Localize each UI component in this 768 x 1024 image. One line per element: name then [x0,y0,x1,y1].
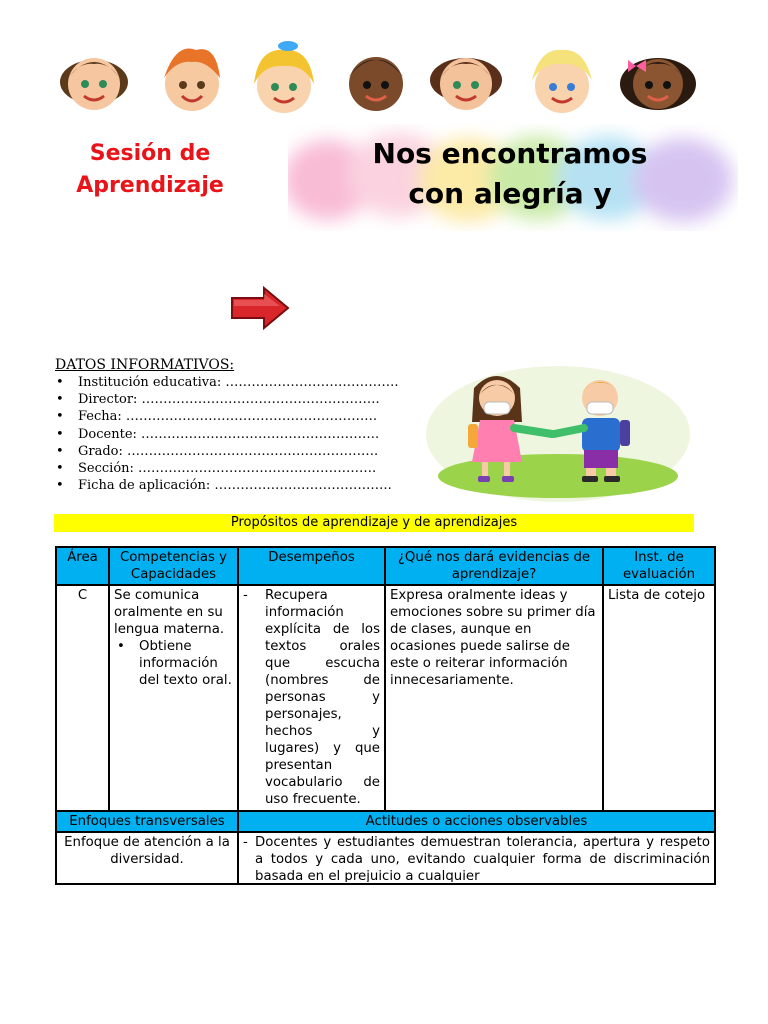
datos-item-grado: • Grado: …………………………………………………. [78,443,435,460]
datos-item-seccion: • Sección: ………………………………………………. [78,460,435,477]
datos-item-docente: • Docente: ………………………………………………. [78,426,435,443]
cell-area: C [56,585,109,811]
actitud-text: Docentes y estudiantes demuestran tolerancia, apertura y respeto a todos y cada uno, evitando cualquier forma de discriminación basada en el prejuicio a cualquier [255,835,710,882]
header-actitudes: Actitudes o acciones observables [238,811,715,832]
datos-informativos [55,357,435,494]
child-face-4 [348,57,404,111]
arrow-right-icon [228,284,292,332]
capacidad-text: Obtiene información del texto oral. [139,639,232,688]
children-faces-header [50,40,720,120]
propositos-title: Propósitos de aprendizaje y de aprendizajes [54,514,694,532]
header-instrumento: Inst. de evaluación [603,547,715,585]
banner-title [300,134,720,214]
header-enfoques: Enfoques transversales [56,811,238,832]
cell-enfoque: Enfoque de atención a la diversidad. [56,832,238,884]
kids-masks-illustration [424,358,692,504]
actitud-item [243,834,710,882]
capacidad-item [114,638,233,689]
dash-marker: - [243,588,248,603]
banner-title-line1: Nos encontramos [372,137,648,170]
dash-marker: - [243,835,248,850]
desempeno-text: Recupera información explícita de los textos orales que escucha (nombres de personas y personajes, hechos y lugares) y que presentan vocabulario de uso frecuente. [265,588,380,807]
datos-item-institucion: • Institución educativa: …………………………………. [78,374,435,391]
desempeno-item [243,587,380,808]
cell-actitud [238,832,715,884]
header-evidencias: ¿Qué nos dará evidencias de aprendizaje? [385,547,603,585]
header-competencias: Competencias y Capacidades [109,547,238,585]
child-face-6 [532,50,592,113]
header-desempenos: Desempeños [238,547,385,585]
cell-competencia [109,585,238,811]
datos-item-fecha: • Fecha: …………………………………………………. [78,408,435,425]
datos-heading: DATOS INFORMATIVOS: [55,357,235,373]
table-row [56,832,715,884]
header-area: Área [56,547,109,585]
competencia-text: Se comunica oralmente en su lengua materna. [114,588,225,637]
table-header-row [56,547,715,585]
session-title [40,138,260,202]
enfoques-header-row [56,811,715,832]
cell-instrumento: Lista de cotejo [603,585,715,811]
cell-evidencia: Expresa oralmente ideas y emociones sobre su primer día de clases, aunque en ocasiones puede salirse de este o reiterar información innecesariamente. [385,585,603,811]
session-title-line1: Sesión de [89,141,211,166]
banner-title-line2: con alegría y [408,177,612,210]
bullet-icon: • [117,639,125,654]
child-face-3 [254,41,314,113]
child-face-2 [164,49,220,111]
datos-item-ficha: • Ficha de aplicación: ………………………………….. [78,477,435,494]
planning-table [55,546,716,885]
session-title-line2: Aprendizaje [76,173,224,198]
cell-desempeno [238,585,385,811]
child-face-1 [60,58,128,110]
datos-item-director: • Director: ………………………………………………. [78,391,435,408]
child-face-5 [430,58,502,110]
datos-list [55,374,435,494]
child-face-7 [620,58,696,110]
table-row [56,585,715,811]
